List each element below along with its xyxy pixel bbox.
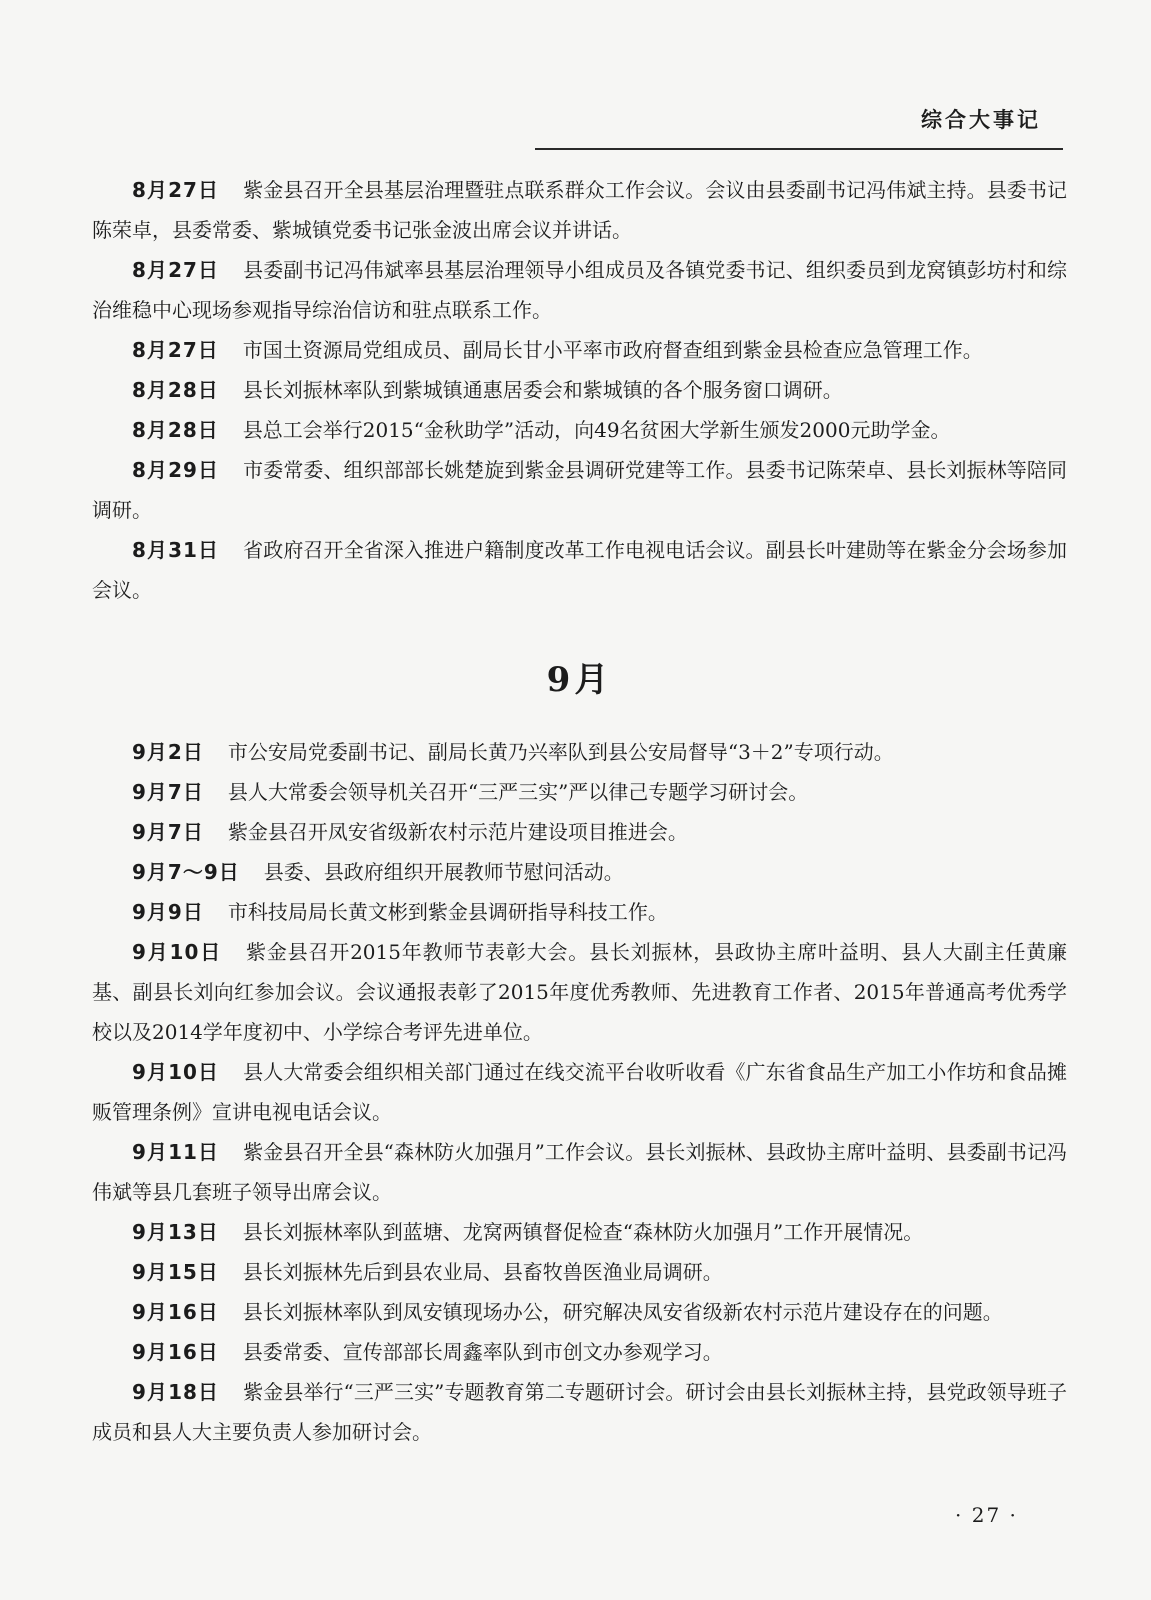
- event-text: 市公安局党委副书记、副局长黄乃兴率队到县公安局督导“3＋2”专项行动。: [227, 740, 894, 764]
- event-entry: [92, 772, 1067, 812]
- event-text: 县总工会举行2015“金秋助学”活动，向49名贫困大学新生颁发2000元助学金。: [242, 418, 951, 442]
- event-entry: [92, 1132, 1067, 1212]
- page-number: · 27 ·: [955, 1503, 1018, 1527]
- event-date: 8月28日: [132, 378, 219, 402]
- page-content: [92, 170, 1067, 1452]
- event-date: 8月29日: [132, 458, 220, 482]
- event-date: 9月16日: [132, 1300, 219, 1324]
- event-date: 9月7日: [132, 820, 204, 844]
- august-section: [92, 170, 1067, 610]
- event-text: 市委常委、组织部部长姚楚旋到紫金县调研党建等工作。县委书记陈荣卓、县长刘振林等陪同调研。: [92, 458, 1068, 522]
- event-date: 8月28日: [132, 418, 219, 442]
- event-entry: [92, 1052, 1067, 1132]
- event-date: 9月18日: [132, 1380, 220, 1404]
- event-entry: [92, 370, 1067, 410]
- event-text: 紫金县召开凤安省级新农村示范片建设项目推进会。: [227, 820, 688, 844]
- event-date: 9月7日: [132, 780, 204, 804]
- event-date: 9月10日: [132, 1060, 220, 1084]
- event-date: 9月11日: [132, 1140, 220, 1164]
- event-date: 9月13日: [132, 1220, 219, 1244]
- event-date: 9月10日: [132, 940, 223, 964]
- event-text: 紫金县举行“三严三实”专题教育第二专题研讨会。研讨会由县长刘振林主持，县党政领导班子成员和县人大主要负责人参加研讨会。: [92, 1380, 1068, 1444]
- event-entry: [92, 1292, 1067, 1332]
- event-date: 8月27日: [132, 258, 220, 282]
- event-entry: [92, 250, 1067, 330]
- event-text: 县长刘振林率队到凤安镇现场办公，研究解决凤安省级新农村示范片建设存在的问题。: [242, 1300, 1003, 1324]
- event-entry: [92, 932, 1067, 1052]
- event-date: 9月7～9日: [132, 860, 240, 884]
- event-date: 8月27日: [132, 338, 219, 362]
- event-text: 省政府召开全省深入推进户籍制度改革工作电视电话会议。副县长叶建勋等在紫金分会场参加会议。: [92, 538, 1068, 602]
- event-text: 紫金县召开全县“森林防火加强月”工作会议。县长刘振林、县政协主席叶益明、县委副书记冯伟斌等县几套班子领导出席会议。: [92, 1140, 1068, 1204]
- event-text: 县委常委、宣传部部长周鑫率队到市创文办参观学习。: [242, 1340, 723, 1364]
- event-date: 8月27日: [132, 178, 220, 202]
- running-header: [535, 100, 1063, 150]
- event-entry: [92, 1252, 1067, 1292]
- month-heading: 9月: [546, 660, 613, 700]
- event-entry: [92, 530, 1067, 610]
- event-text: 县委副书记冯伟斌率县基层治理领导小组成员及各镇党委书记、组织委员到龙窝镇彭坊村和综治维稳中心现场参观指导综治信访和驻点联系工作。: [92, 258, 1068, 322]
- event-entry: [92, 170, 1067, 250]
- event-date: 9月16日: [132, 1340, 219, 1364]
- event-text: 市科技局局长黄文彬到紫金县调研指导科技工作。: [227, 900, 668, 924]
- event-entry: [92, 732, 1067, 772]
- event-text: 紫金县召开全县基层治理暨驻点联系群众工作会议。会议由县委副书记冯伟斌主持。县委书记陈荣卓，县委常委、紫城镇党委书记张金波出席会议并讲话。: [92, 178, 1068, 242]
- event-date: 8月31日: [132, 538, 220, 562]
- event-entry: [92, 450, 1067, 530]
- event-entry: [92, 892, 1067, 932]
- event-text: 县委、县政府组织开展教师节慰问活动。: [263, 860, 624, 884]
- event-text: 县长刘振林率队到蓝塘、龙窝两镇督促检查“森林防火加强月”工作开展情况。: [242, 1220, 924, 1244]
- event-text: 县长刘振林率队到紫城镇通惠居委会和紫城镇的各个服务窗口调研。: [242, 378, 843, 402]
- event-date: 9月15日: [132, 1260, 219, 1284]
- september-section: [92, 640, 1067, 1452]
- event-entry: [92, 330, 1067, 370]
- event-date: 9月9日: [132, 900, 204, 924]
- event-entry: [92, 812, 1067, 852]
- event-text: 县长刘振林先后到县农业局、县畜牧兽医渔业局调研。: [242, 1260, 723, 1284]
- event-text: 市国土资源局党组成员、副局长甘小平率市政府督查组到紫金县检查应急管理工作。: [242, 338, 983, 362]
- event-date: 9月2日: [132, 740, 204, 764]
- event-entry: [92, 1332, 1067, 1372]
- event-text: 紫金县召开2015年教师节表彰大会。县长刘振林，县政协主席叶益明、县人大副主任黄廉基、副县长刘向红参加会议。会议通报表彰了2015年度优秀教师、先进教育工作者、2015年普通高考优秀学校以及2014学年度初中、小学综合考评先进单位。: [92, 940, 1068, 1044]
- event-entry: [92, 410, 1067, 450]
- header-title: 综合大事记: [921, 108, 1041, 132]
- event-entry: [92, 852, 1067, 892]
- event-text: 县人大常委会组织相关部门通过在线交流平台收听收看《广东省食品生产加工小作坊和食品摊贩管理条例》宣讲电视电话会议。: [92, 1060, 1068, 1124]
- event-entry: [92, 1372, 1067, 1452]
- event-text: 县人大常委会领导机关召开“三严三实”严以律己专题学习研讨会。: [227, 780, 809, 804]
- event-entry: [92, 1212, 1067, 1252]
